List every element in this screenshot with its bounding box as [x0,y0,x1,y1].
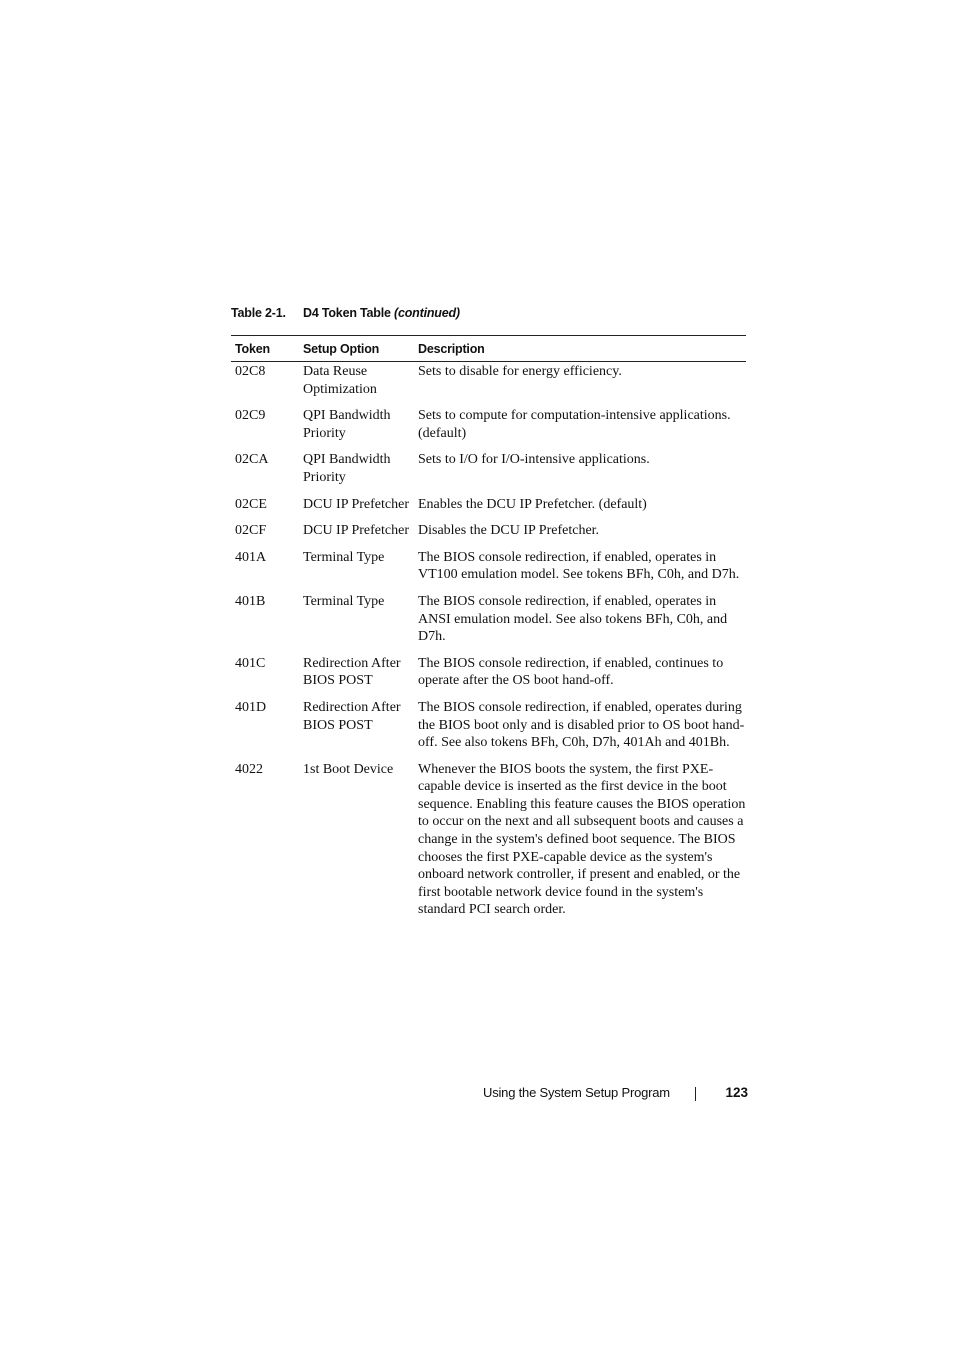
table-number: Table 2-1. [231,306,286,320]
setup-option-cell: QPI Bandwidth Priority [303,408,391,441]
token-cell: 02CE [235,496,267,512]
table-row [231,521,746,548]
table-row [231,654,746,698]
table-row [231,450,746,494]
description-cell: Sets to compute for computation-intensive applications. (default) [418,408,731,441]
description-cell: Sets to I/O for I/O-intensive applications. [418,452,650,468]
setup-option-cell: DCU IP Prefetcher [303,523,410,539]
setup-option-cell: Data Reuse Optimization [303,364,377,397]
setup-option-cell: Terminal Type [303,549,385,565]
setup-option-cell: QPI Bandwidth Priority [303,452,391,485]
header-description: Description [414,336,746,362]
header-setup-option: Setup Option [299,336,414,362]
footer-divider [695,1087,696,1101]
description-cell: Whenever the BIOS boots the system, the first PXE-capable device is inserted as the first device in the boot sequence. Enabling this feature causes the BIOS operation to occur on the next and all subsequent boots and causes a change in the system's defined boot sequence. The BIOS chooses the first PXE-capable device as the system's onboard network controller, if present and enabled, or the first bootable network device found in the system's standard PCI search order. [418,761,746,918]
table-row [231,495,746,522]
token-cell: 02C8 [235,364,266,379]
table-continued-note: (continued) [394,306,460,320]
token-cell: 401B [235,593,266,609]
token-cell: 02C9 [235,408,266,424]
table-row [231,548,746,592]
page-number: 123 [725,1085,748,1100]
token-cell: 4022 [235,761,263,777]
setup-option-cell: Terminal Type [303,593,385,609]
table-row [231,362,746,407]
description-cell: The BIOS console redirection, if enabled, operates in VT100 emulation model. See tokens BFh, C0h, and D7h. [418,549,740,583]
token-cell: 401D [235,699,267,715]
table-row [231,698,746,760]
token-cell: 401A [235,549,267,565]
description-cell: Sets to disable for energy efficiency. [418,364,622,379]
description-cell: Enables the DCU IP Prefetcher. (default) [418,496,647,512]
table-header-row [231,336,746,362]
setup-option-cell: 1st Boot Device [303,761,394,777]
description-cell: The BIOS console redirection, if enabled, operates during the BIOS boot only and is disabled prior to OS boot hand-off. See also tokens BFh, C0h, D7h, 401Ah and 401Bh. [418,699,745,751]
token-cell: 02CF [235,523,267,539]
table-row [231,592,746,654]
description-cell: The BIOS console redirection, if enabled, continues to operate after the OS boot hand-off. [418,655,724,689]
table-row [231,760,746,927]
token-table [231,335,746,927]
table-caption [231,306,460,320]
token-cell: 401C [235,655,266,671]
table-title: D4 Token Table [303,306,391,320]
footer-section-title: Using the System Setup Program [483,1085,670,1100]
setup-option-cell: DCU IP Prefetcher [303,496,410,512]
setup-option-cell: Redirection After BIOS POST [303,699,401,733]
page-footer [483,1085,748,1103]
setup-option-cell: Redirection After BIOS POST [303,655,401,689]
token-cell: 02CA [235,452,269,468]
table-row [231,406,746,450]
header-token: Token [231,336,299,362]
description-cell: Disables the DCU IP Prefetcher. [418,523,600,539]
description-cell: The BIOS console redirection, if enabled, operates in ANSI emulation model. See also tokens BFh, C0h, and D7h. [418,593,728,645]
